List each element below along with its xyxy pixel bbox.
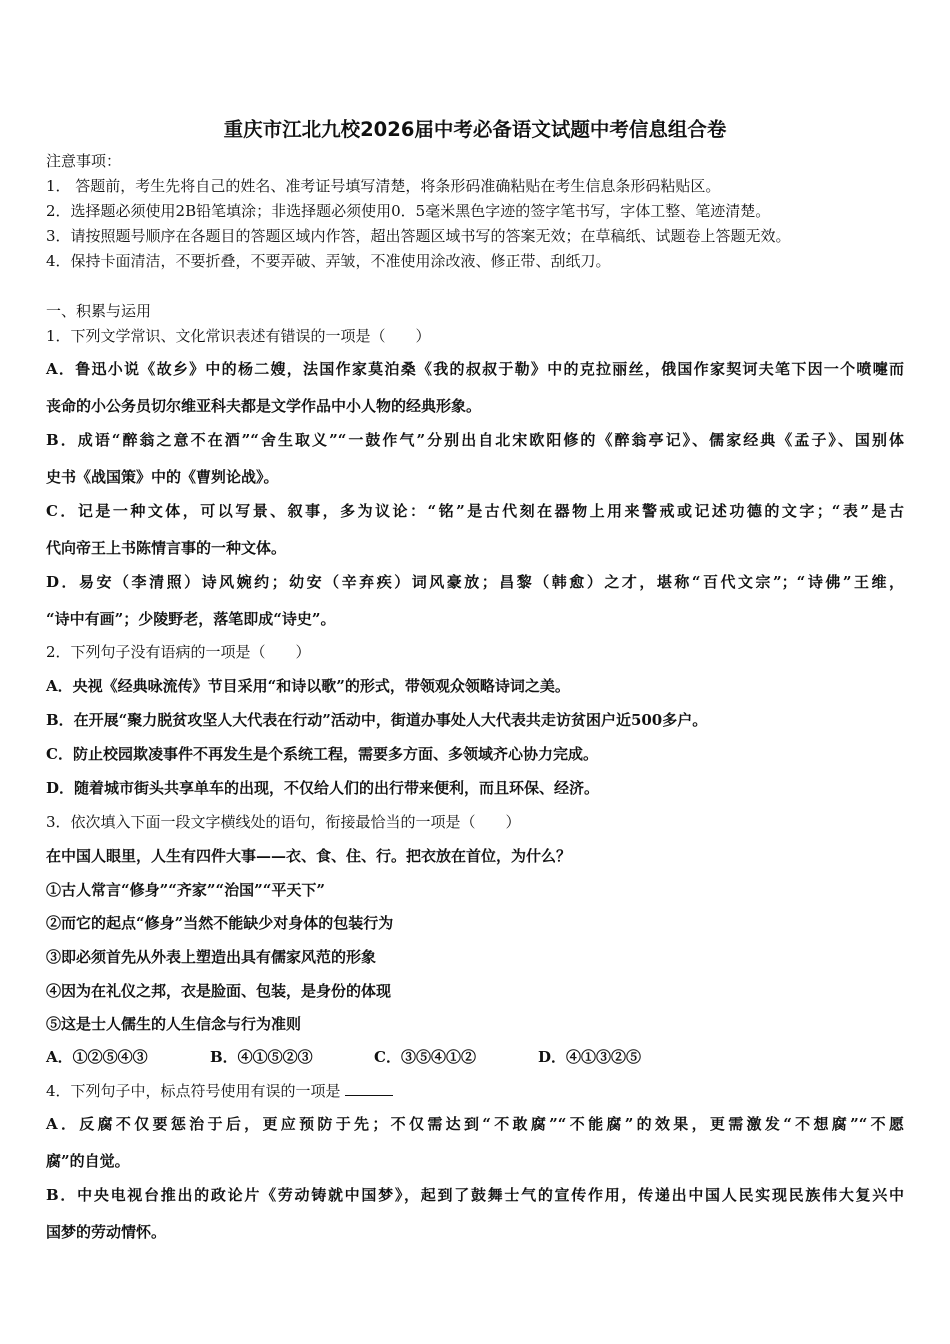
section-heading: 一、积累与运用 bbox=[46, 302, 152, 320]
q3-sentence-1: ①古人常言“修身”“齐家”“治国”“平天下” bbox=[46, 881, 326, 899]
q3-sentence-4: ④因为在礼仪之邦，衣是脸面、包装，是身份的体现 bbox=[46, 982, 392, 1000]
q3-option-b: B．④①⑤②③ bbox=[210, 1048, 313, 1066]
q1-option-a-line2: 丧命的小公务员切尔维亚科夫都是文学作品中小人物的经典形象。 bbox=[46, 397, 482, 415]
q4-option-b-line1: B．中央电视台推出的政论片《劳动铸就中国梦》，起到了鼓舞士气的宣传作用，传递出中国人民实现民族伟大复兴中 bbox=[46, 1186, 904, 1204]
q4-option-a-line2: 腐”的自觉。 bbox=[46, 1152, 130, 1170]
q1-option-d-line1: D．易安（李清照）诗风婉约；幼安（辛弃疾）词风豪放；昌黎（韩愈）之才，堪称“百代文宗”；“诗佛”王维， bbox=[46, 573, 904, 591]
q3-sentence-5: ⑤这是士人儒生的人生信念与行为准则 bbox=[46, 1015, 302, 1033]
q1-option-c-line1: C．记是一种文体，可以写景、叙事，多为议论：“铭”是古代刻在器物上用来警戒或记述功德的文字；“表”是古 bbox=[46, 502, 904, 520]
q1-option-a-line1: A．鲁迅小说《故乡》中的杨二嫂，法国作家莫泊桑《我的叔叔于勒》中的克拉丽丝，俄国作家契诃夫笔下因一个喷嚏而 bbox=[46, 360, 904, 378]
question-1-stem: 1．下列文学常识、文化常识表述有错误的一项是（ ） bbox=[46, 327, 431, 345]
question-4-stem bbox=[46, 1081, 393, 1101]
page-title: 重庆市江北九校2026届中考必备语文试题中考信息组合卷 bbox=[223, 118, 727, 141]
q3-option-a: A．①②⑤④③ bbox=[46, 1048, 148, 1066]
notice-item: 3．请按照题号顺序在各题目的答题区域内作答，超出答题区域书写的答案无效；在草稿纸、试题卷上答题无效。 bbox=[46, 227, 791, 245]
q1-option-b-line1: B．成语“醉翁之意不在酒”“舍生取义”“一鼓作气”分别出自北宋欧阳修的《醉翁亭记》、儒家经典《孟子》、国别体 bbox=[46, 431, 904, 449]
q1-option-c-line2: 代向帝王上书陈情言事的一种文体。 bbox=[46, 539, 287, 557]
notice-item: 1． 答题前，考生先将自己的姓名、准考证号填写清楚，将条形码准确粘贴在考生信息条形码粘贴区。 bbox=[46, 177, 721, 195]
q3-options bbox=[46, 1047, 702, 1067]
q2-option-c: C．防止校园欺凌事件不再发生是个系统工程，需要多方面、多领域齐心协力完成。 bbox=[46, 745, 598, 763]
q1-option-b-line2: 史书《战国策》中的《曹刿论战》。 bbox=[46, 468, 279, 486]
notice-item: 4．保持卡面清洁，不要折叠，不要弄破、弄皱，不准使用涂改液、修正带、刮纸刀。 bbox=[46, 252, 611, 270]
q2-option-a: A．央视《经典咏流传》节目采用“和诗以歌”的形式，带领观众领略诗词之美。 bbox=[46, 677, 570, 695]
q3-sentence-2: ②而它的起点“修身”当然不能缺少对身体的包装行为 bbox=[46, 914, 394, 932]
q3-passage: 在中国人眼里，人生有四件大事——衣、食、住、行。把衣放在首位，为什么？ bbox=[46, 847, 572, 865]
q2-option-d: D．随着城市街头共享单车的出现，不仅给人们的出行带来便利，而且环保、经济。 bbox=[46, 779, 600, 797]
answer-blank bbox=[345, 1081, 393, 1096]
question-3-stem: 3．依次填入下面一段文字横线处的语句，衔接最恰当的一项是（ ） bbox=[46, 813, 521, 831]
notice-item: 2．选择题必须使用2B铅笔填涂；非选择题必须使用0．5毫米黑色字迹的签字笔书写，字体工整、笔迹清楚。 bbox=[46, 202, 771, 220]
notice-heading: 注意事项： bbox=[46, 152, 122, 170]
q4-stem-text: 4．下列句子中，标点符号使用有误的一项是 bbox=[46, 1082, 341, 1100]
q4-option-b-line2: 国梦的劳动情怀。 bbox=[46, 1223, 167, 1241]
q4-option-a-line1: A．反腐不仅要惩治于后，更应预防于先；不仅需达到“不敢腐”“不能腐”的效果，更需激发“不想腐”“不愿 bbox=[46, 1115, 904, 1133]
q1-option-d-line2: “诗中有画”；少陵野老，落笔即成“诗史”。 bbox=[46, 610, 336, 628]
q3-option-d: D．④①③②⑤ bbox=[538, 1048, 642, 1066]
question-2-stem: 2．下列句子没有语病的一项是（ ） bbox=[46, 643, 311, 661]
q3-sentence-3: ③即必须首先从外表上塑造出具有儒家风范的形象 bbox=[46, 948, 377, 966]
q2-option-b: B．在开展“聚力脱贫攻坚人大代表在行动”活动中，街道办事处人大代表共走访贫困户近500多户。 bbox=[46, 711, 708, 729]
q3-option-c: C．③⑤④①② bbox=[374, 1048, 476, 1066]
